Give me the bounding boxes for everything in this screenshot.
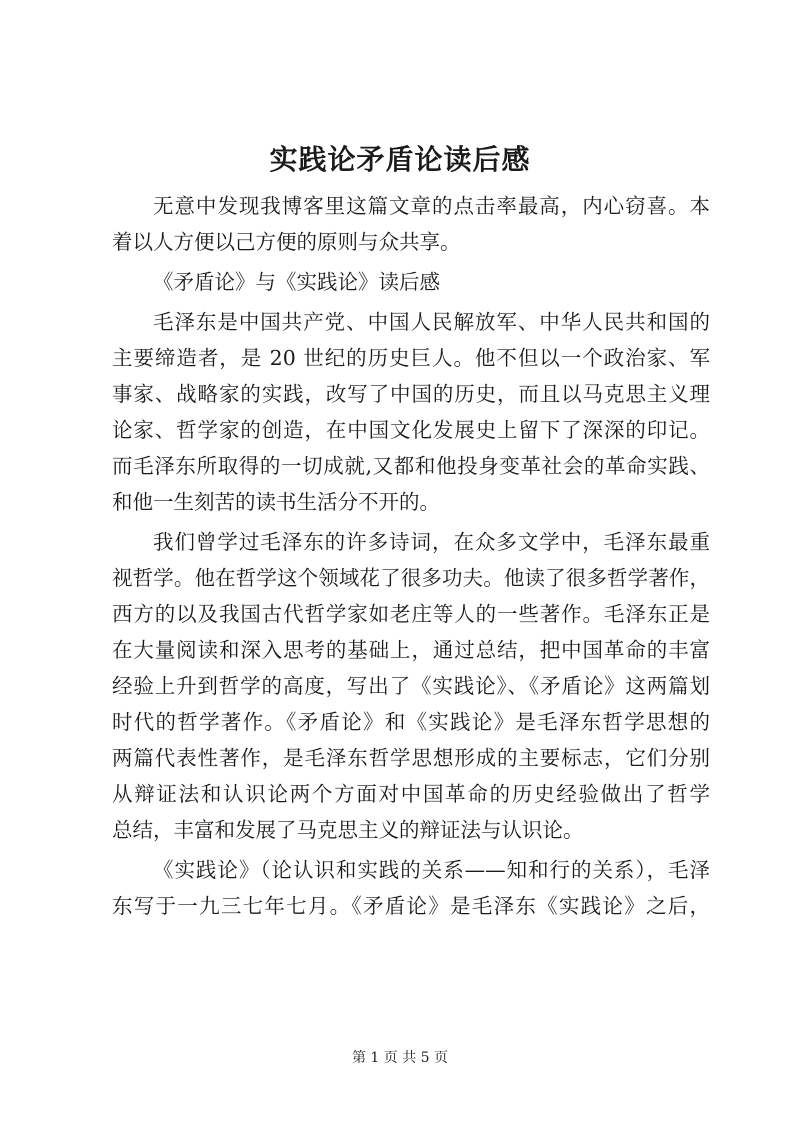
paragraph-line: 而毛泽东所取得的一切成就,又都和他投身变革社会的革命实践、 — [112, 454, 710, 478]
paragraph-line: 着以人方便以己方便的原则与众共享。 — [112, 230, 461, 254]
paragraph-line: 无意中发现我博客里这篇文章的点击率最高，内心窃喜。本 — [153, 194, 710, 218]
paragraph-line: 《实践论》（论认识和实践的关系——知和行的关系），毛泽 — [153, 858, 710, 882]
paragraph-line: 两篇代表性著作，是毛泽东哲学思想形成的主要标志，它们分别 — [112, 746, 710, 770]
paragraph-line: 毛泽东是中国共产党、中国人民解放军、中华人民共和国的 — [153, 310, 710, 334]
paragraph — [112, 188, 710, 260]
paragraph — [112, 304, 710, 520]
paragraph-line: 和他一生刻苦的读书生活分不开的。 — [112, 490, 440, 514]
paragraph-line: 事家、战略家的实践，改写了中国的历史，而且以马克思主义理 — [112, 382, 710, 406]
paragraph-line: 论家、哲学家的创造，在中国文化发展史上留下了深深的印记。 — [112, 418, 710, 442]
paragraph-line: 主要缔造者，是 20 世纪的历史巨人。他不但以一个政治家、军 — [112, 346, 710, 370]
paragraph — [112, 852, 710, 924]
document-body — [112, 188, 710, 924]
paragraph-line: 视哲学。他在哲学这个领域花了很多功夫。他读了很多哲学著作， — [112, 566, 710, 590]
paragraph — [112, 524, 710, 848]
paragraph — [112, 264, 710, 300]
document-title: 实践论矛盾论读后感 — [269, 143, 531, 176]
paragraph-line: 《矛盾论》与《实践论》读后感 — [153, 270, 440, 294]
paragraph-line: 西方的以及我国古代哲学家如老庄等人的一些著作。毛泽东正是 — [112, 602, 710, 626]
page-footer: 第 1 页 共 5 页 — [351, 1050, 449, 1066]
paragraph-line: 时代的哲学著作。《矛盾论》和《实践论》是毛泽东哲学思想的 — [112, 710, 710, 734]
paragraph-line: 东写于一九三七年七月。《矛盾论》是毛泽东《实践论》之后， — [112, 894, 710, 918]
paragraph-line: 总结，丰富和发展了马克思主义的辩证法与认识论。 — [112, 818, 584, 842]
paragraph-line: 从辩证法和认识论两个方面对中国革命的历史经验做出了哲学 — [112, 782, 710, 806]
paragraph-line: 在大量阅读和深入思考的基础上，通过总结，把中国革命的丰富 — [112, 638, 710, 662]
paragraph-line: 经验上升到哲学的高度，写出了《实践论》、《矛盾论》这两篇划 — [112, 674, 710, 698]
paragraph-line: 我们曾学过毛泽东的许多诗词，在众多文学中，毛泽东最重 — [153, 530, 710, 554]
